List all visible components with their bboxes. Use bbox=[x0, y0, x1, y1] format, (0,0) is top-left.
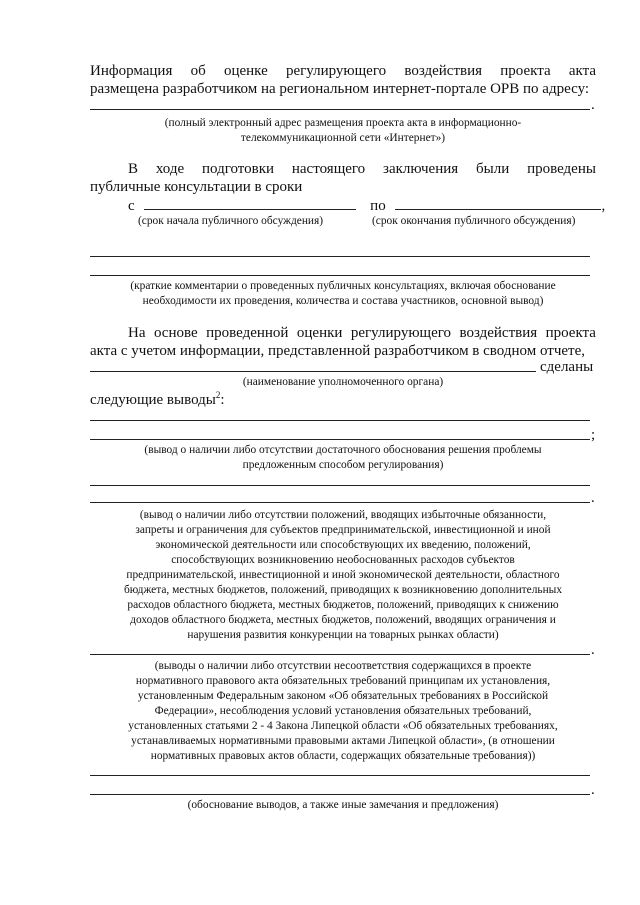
organ-caption: (наименование уполномоченного органа) bbox=[242, 376, 444, 388]
consultation-dates-row bbox=[128, 196, 605, 215]
organ-fill-line bbox=[90, 371, 536, 372]
word: регулирующего bbox=[350, 325, 452, 341]
comments-fill-line-2 bbox=[90, 275, 590, 276]
word: настоящего bbox=[291, 161, 366, 177]
footnote-mark: 2 bbox=[215, 390, 221, 400]
caption-line: (вывод о наличии либо отсутствии положений, вводящих избыточные обязанности, bbox=[139, 509, 547, 521]
obligations-period: . bbox=[591, 490, 595, 506]
end-date-caption: (срок окончания публичного обсуждения) bbox=[372, 215, 576, 227]
word: оценки bbox=[296, 325, 343, 341]
caption-line: способствующих возникновению необоснованных расходов субъектов bbox=[171, 554, 515, 566]
word: акта bbox=[568, 63, 596, 79]
word: проекта bbox=[545, 325, 596, 341]
address-fill-line bbox=[90, 109, 590, 110]
obligations-fill-line-2 bbox=[90, 502, 590, 503]
word: воздействия bbox=[459, 325, 538, 341]
address-caption-2: телекоммуникационной сети «Интернет») bbox=[240, 132, 446, 144]
word: проведенной bbox=[206, 325, 289, 341]
to-label: по bbox=[370, 198, 386, 214]
address-caption-1: (полный электронный адрес размещения проекта акта в информационно- bbox=[164, 117, 522, 129]
reasoning-fill-line-1 bbox=[90, 775, 590, 776]
caption-line: нормативного правового акта обязательных требований принципам их установления, bbox=[135, 675, 551, 687]
caption-line: (выводы о наличии либо отсутствии несоответствия содержащихся в проекте bbox=[154, 660, 532, 672]
comments-fill-line-1 bbox=[90, 256, 590, 257]
caption-line: установленным Федеральным законом «Об обязательных требованиях в Российской bbox=[137, 690, 549, 702]
consultations-line-1 bbox=[90, 160, 596, 178]
word: были bbox=[476, 161, 510, 177]
consultations-line-2: публичные консультации в сроки bbox=[90, 179, 303, 195]
caption-line: доходов областного бюджета, местных бюджетов, положений, вводящих ограничения и bbox=[130, 614, 556, 626]
requirements-fill-line bbox=[90, 654, 590, 655]
caption-line: экономической деятельности или способствующих их введению, положений, bbox=[155, 539, 531, 551]
caption-line: устанавливаемых нормативными правовыми актами Липецкой области», (в отношении bbox=[131, 735, 555, 747]
start-date-field bbox=[144, 196, 356, 210]
start-date-caption: (срок начала публичного обсуждения) bbox=[138, 215, 324, 227]
word: ходе bbox=[155, 161, 185, 177]
orv-info-line-2: размещена разработчиком на региональном интернет-портале ОРВ по адресу: bbox=[90, 81, 590, 97]
reasoning-caption: (обоснование выводов, а также иные замечания и предложения) bbox=[187, 799, 499, 811]
justification-fill-line-2 bbox=[90, 439, 590, 440]
word: оценке bbox=[223, 63, 268, 79]
word: В bbox=[128, 161, 139, 177]
reasoning-period: . bbox=[591, 782, 595, 798]
made-label: сделаны bbox=[540, 359, 594, 375]
caption-line: нормативных правовых актов области, содержащих обязательные требования)) bbox=[150, 750, 536, 762]
comments-caption-1: (краткие комментарии о проведенных публичных консультациях, включая обоснование bbox=[130, 280, 556, 292]
conclusions-line-2: акта с учетом информации, представленной разработчиком в сводном отчете, bbox=[90, 343, 585, 359]
caption-line: нарушения развития конкуренции на товарных рынках области) bbox=[187, 629, 499, 641]
justification-fill-line-1 bbox=[90, 420, 590, 421]
word: регулирующего bbox=[285, 63, 387, 79]
caption-line: запреты и ограничения для субъектов предпринимательской, инвестиционной и иной bbox=[135, 524, 551, 536]
caption-line: расходов областного бюджета, местных бюджетов, положений, приводящих к снижению bbox=[127, 599, 559, 611]
caption-line: предпринимательской, инвестиционной и иной экономической деятельности, областного bbox=[126, 569, 560, 581]
obligations-fill-line-1 bbox=[90, 485, 590, 486]
justification-caption-1: (вывод о наличии либо отсутствии достаточного обоснования решения проблемы bbox=[144, 444, 542, 456]
caption-line: Федерации», несоблюдения условий установления обязательных требований, bbox=[154, 705, 532, 717]
word: воздействия bbox=[404, 63, 483, 79]
caption-line: установленных статьями 2 - 4 Закона Липецкой области «Об обязательных требованиях, bbox=[128, 720, 558, 732]
justification-semicolon: ; bbox=[591, 427, 596, 443]
word: об bbox=[190, 63, 206, 79]
requirements-period: . bbox=[591, 642, 595, 658]
caption-line: бюджета, местных бюджетов, положений, приводящих к возникновению дополнительных bbox=[123, 584, 563, 596]
word: заключения bbox=[383, 161, 459, 177]
end-date-field bbox=[395, 196, 601, 210]
word: основе bbox=[153, 325, 198, 341]
word: подготовки bbox=[201, 161, 275, 177]
comments-caption-2: необходимости их проведения, количества и состава участников, основной вывод) bbox=[142, 295, 544, 307]
orv-info-line-1 bbox=[90, 62, 596, 80]
word: проведены bbox=[527, 161, 596, 177]
following-conclusions-label: следующие выводы$^2$: bbox=[90, 390, 225, 408]
reasoning-fill-line-2 bbox=[90, 794, 590, 795]
from-label: с bbox=[128, 198, 135, 214]
dates-comma: , bbox=[601, 198, 606, 214]
word: На bbox=[128, 325, 146, 341]
address-period: . bbox=[591, 97, 595, 113]
conclusions-line-1 bbox=[90, 324, 596, 342]
word: Информация bbox=[90, 63, 173, 79]
justification-caption-2: предложенным способом регулирования) bbox=[242, 459, 444, 471]
word: проекта bbox=[500, 63, 551, 79]
